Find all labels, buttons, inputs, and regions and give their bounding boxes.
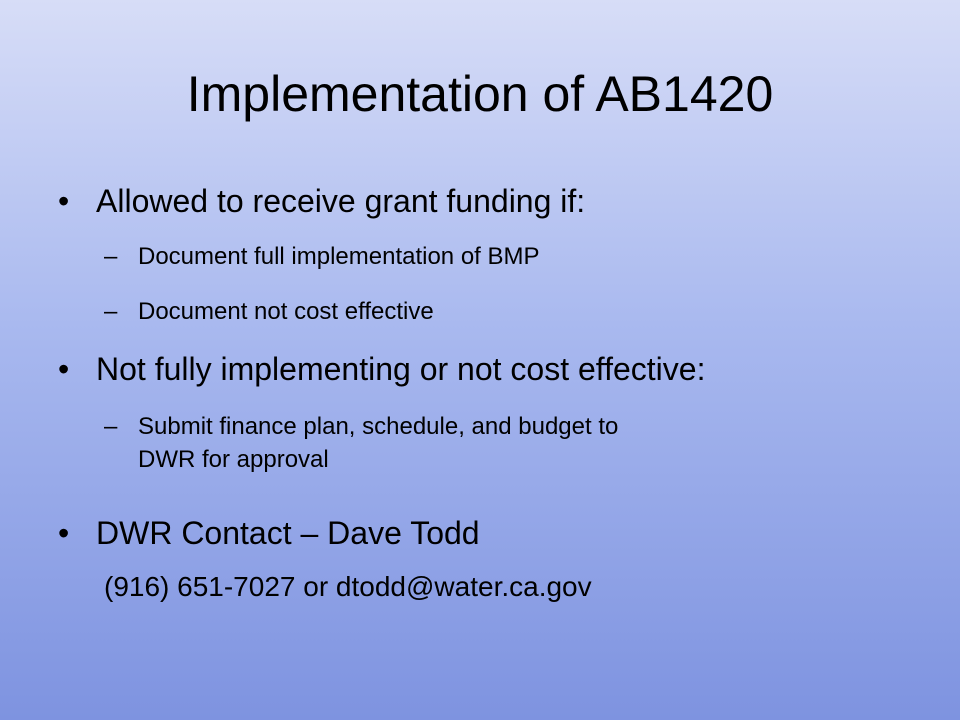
- bullet-text: DWR Contact – Dave Todd: [96, 515, 480, 551]
- sub-bullet-submit-finance-plan: [104, 410, 619, 476]
- bullet-text: Allowed to receive grant funding if:: [96, 183, 586, 219]
- contact-phone-email: (916) 651-7027 or dtodd@water.ca.gov: [104, 571, 592, 602]
- bullet-marker: •: [58, 351, 70, 387]
- bullet-marker: •: [58, 515, 70, 551]
- bullet-grant-funding: [58, 182, 586, 220]
- slide-title: Implementation of AB1420: [186, 66, 774, 122]
- sub-bullet-text-line-1: Submit finance plan, schedule, and budget to: [138, 413, 619, 440]
- sub-bullet-text: Document not cost effective: [138, 298, 434, 325]
- bullet-text: Not fully implementing or not cost effective:: [96, 351, 706, 387]
- sub-bullet-full-implementation: [104, 240, 540, 273]
- sub-bullet-text-line-2: DWR for approval: [138, 446, 329, 473]
- dash-marker: –: [104, 298, 118, 325]
- bullet-marker: •: [58, 183, 70, 219]
- bullet-not-fully-implementing: [58, 350, 706, 388]
- bullet-dwr-contact: [58, 514, 480, 552]
- sub-bullet-not-cost-effective: [104, 295, 434, 328]
- sub-bullet-text: Document full implementation of BMP: [138, 243, 540, 270]
- dash-marker: –: [104, 413, 118, 440]
- dash-marker: –: [104, 243, 118, 270]
